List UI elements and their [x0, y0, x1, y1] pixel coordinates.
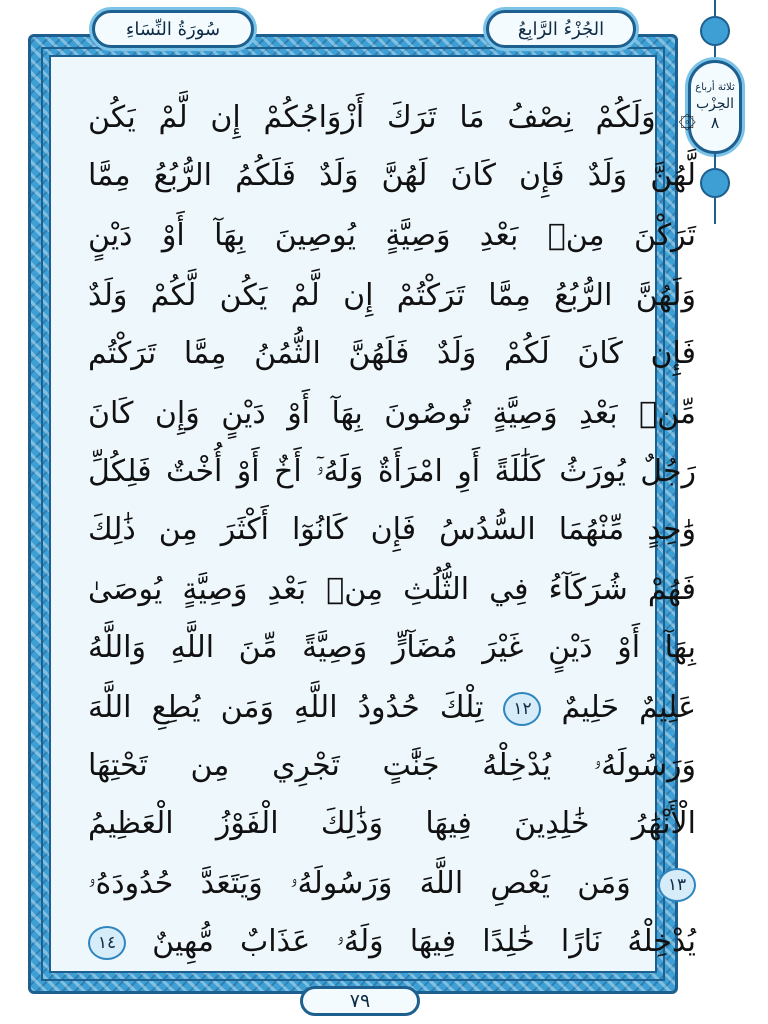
verse-line-10 — [88, 620, 696, 676]
hizb-number: ٨ — [710, 113, 720, 132]
hizb-quarter-label: ثلاثة أرباع — [695, 82, 735, 93]
medallion-ornament-icon — [700, 168, 730, 198]
verse-text: فَإِن كَانَ لَكُمْ وَلَدٌ فَلَهُنَّ الثُّمُنُ مِمَّا تَرَكْتُم — [88, 336, 696, 371]
verse-text: وَلَهُنَّ الرُّبُعُ مِمَّا تَرَكْتُمْ إِن لَّمْ يَكُن لَّكُمْ وَلَدٌ — [88, 278, 696, 313]
surah-name: سُورَةُ النِّسَاءِ — [125, 18, 221, 40]
verse-line-2 — [88, 148, 696, 204]
verse-line-14 — [88, 856, 696, 912]
verse-line-9 — [88, 562, 696, 618]
verse-line-7 — [88, 444, 696, 500]
verse-line-6 — [88, 386, 696, 442]
page-number-badge — [300, 986, 420, 1016]
verse-line-5 — [88, 326, 696, 382]
page-number: ٧٩ — [349, 990, 371, 1012]
verse-line-11 — [88, 680, 696, 736]
medallion-stem — [714, 0, 716, 16]
verse-text: مِّنۢ بَعْدِ وَصِيَّةٍ تُوصُونَ بِهَآ أَوْ دَيْنٍ وَإِن كَانَ — [88, 396, 696, 431]
hizb-label: الحِزْب — [695, 96, 735, 112]
medallion-stem — [714, 154, 716, 168]
verse-line-4 — [88, 268, 696, 324]
verse-text: وَرَسُولَهُۥ يُدْخِلْهُ جَنَّٰتٍ تَجْرِي مِن تَحْتِهَا — [88, 748, 696, 783]
verse-text: وَمَن يَعْصِ اللَّهَ وَرَسُولَهُۥ وَيَتَعَدَّ حُدُودَهُۥ — [88, 866, 631, 901]
hizb-marker — [688, 60, 742, 154]
juz-name: الجُزْءُ الرَّابِعُ — [517, 18, 605, 40]
verse-text: وَٰحِدٍ مِّنْهُمَا السُّدُسُ فَإِن كَانُوٓا أَكْثَرَ مِن ذَٰلِكَ — [88, 512, 696, 547]
verse-line-12 — [88, 738, 696, 794]
medallion-stem — [714, 198, 716, 224]
verse-text: تَرَكْنَ مِنۢ بَعْدِ وَصِيَّةٍ يُوصِينَ بِهَآ أَوْ دَيْنٍ — [88, 218, 696, 253]
medallion-ornament-icon — [700, 16, 730, 46]
verse-line-1 — [88, 90, 696, 146]
verse-line-13 — [88, 796, 696, 852]
juz-name-cartouche — [486, 10, 636, 48]
medallion-stem — [714, 46, 716, 60]
verse-text: الْأَنْهَٰرُ خَٰلِدِينَ فِيهَا وَذَٰلِكَ الْفَوْزُ الْعَظِيمُ — [88, 806, 696, 841]
verse-line-3 — [88, 208, 696, 264]
ayah-number-marker: ١٤ — [88, 926, 126, 960]
verse-text: لَّهُنَّ وَلَدٌ فَإِن كَانَ لَهُنَّ وَلَدٌ فَلَكُمُ الرُّبُعُ مِمَّا — [88, 158, 696, 193]
verse-line-15 — [88, 914, 696, 970]
verse-text: رَجُلٌ يُورَثُ كَلَٰلَةً أَوِ امْرَأَةٌ وَلَهُۥٓ أَخٌ أَوْ أُخْتٌ فَلِكُلِّ — [88, 454, 696, 489]
ayah-number-marker: ١٣ — [658, 868, 696, 902]
verse-text: فَهُمْ شُرَكَآءُ فِي الثُّلُثِ مِنۢ بَعْدِ وَصِيَّةٍ يُوصَىٰ — [88, 572, 696, 607]
verse-text: تِلْكَ حُدُودُ اللَّهِ وَمَن يُطِعِ اللَّهَ — [88, 690, 484, 725]
verse-line-8 — [88, 502, 696, 558]
verse-text: عَلِيمٌ حَلِيمٌ — [561, 690, 696, 725]
verse-text: ۞ وَلَكُمْ نِصْفُ مَا تَرَكَ أَزْوَاجُكُمْ إِن لَّمْ يَكُن — [88, 100, 696, 135]
surah-name-cartouche — [92, 10, 254, 48]
ayah-number-marker: ١٢ — [503, 692, 541, 726]
verse-text: يُدْخِلْهُ نَارًا خَٰلِدًا فِيهَا وَلَهُۥ عَذَابٌ مُّهِينٌ — [152, 924, 696, 959]
verse-text: بِهَآ أَوْ دَيْنٍ غَيْرَ مُضَآرٍّ وَصِيَّةً مِّنَ اللَّهِ وَاللَّهُ — [88, 630, 696, 665]
